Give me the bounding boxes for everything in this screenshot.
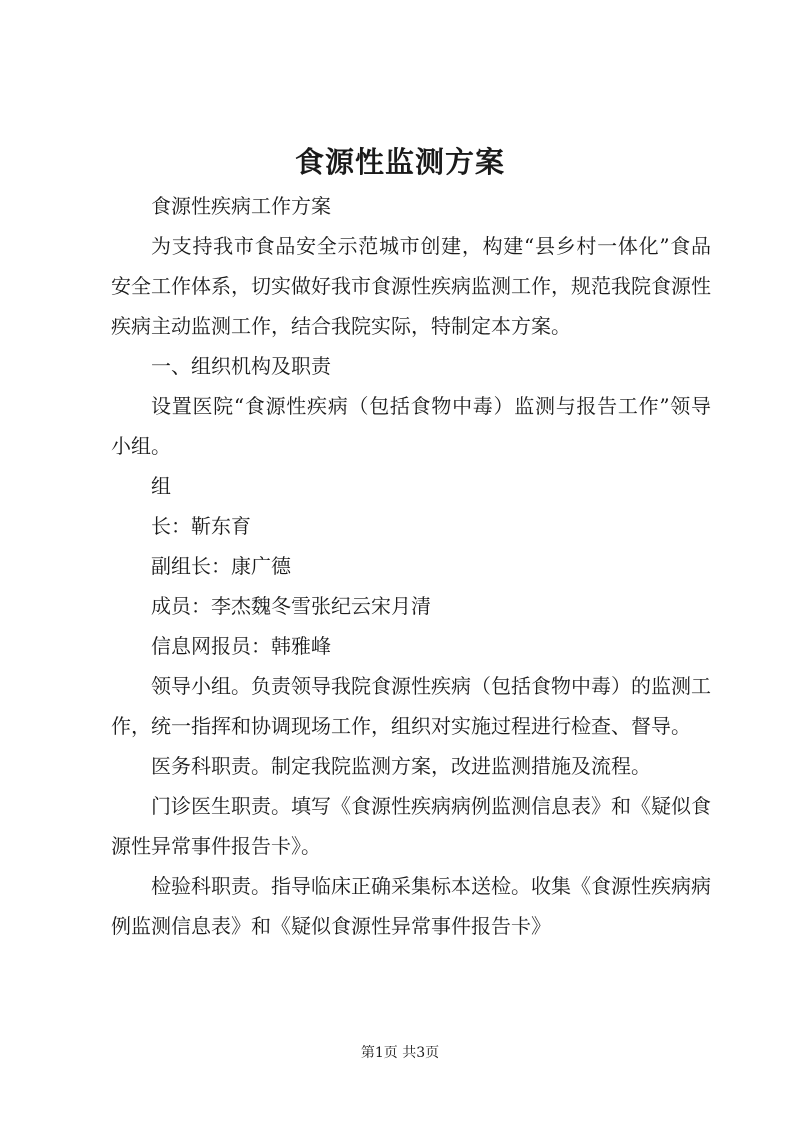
paragraph: 副组长：康广德 [151, 554, 291, 578]
paragraph: 为支持我市食品安全示范城市创建，构建“县乡村一体化”食品安全工作体系，切实做好我市食源性疾病监测工作，规范我院食源性疾病主动监测工作，结合我院实际，特制定本方案。 [111, 234, 711, 338]
document-title: 食源性监测方案 [294, 145, 505, 179]
document-body [111, 186, 711, 946]
paragraph: 食源性疾病工作方案 [151, 194, 331, 218]
page-footer: 第1页 共3页 [360, 1045, 440, 1061]
paragraph: 长：靳东育 [151, 514, 251, 538]
paragraph: 医务科职责。制定我院监测方案，改进监测措施及流程。 [151, 754, 651, 778]
paragraph: 组 [151, 474, 171, 498]
paragraph: 门诊医生职责。填写《食源性疾病病例监测信息表》和《疑似食源性异常事件报告卡》。 [111, 794, 711, 858]
paragraph: 信息网报员：韩雅峰 [151, 634, 331, 658]
paragraph: 领导小组。负责领导我院食源性疾病（包括食物中毒）的监测工作，统一指挥和协调现场工作，组织对实施过程进行检查、督导。 [111, 674, 711, 738]
paragraph: 成员：李杰魏冬雪张纪云宋月清 [151, 594, 431, 618]
paragraph: 检验科职责。指导临床正确采集标本送检。收集《食源性疾病病例监测信息表》和《疑似食源性异常事件报告卡》 [111, 874, 711, 938]
paragraph: 设置医院“食源性疾病（包括食物中毒）监测与报告工作”领导小组。 [111, 394, 711, 458]
section-heading: 一、组织机构及职责 [151, 354, 331, 378]
